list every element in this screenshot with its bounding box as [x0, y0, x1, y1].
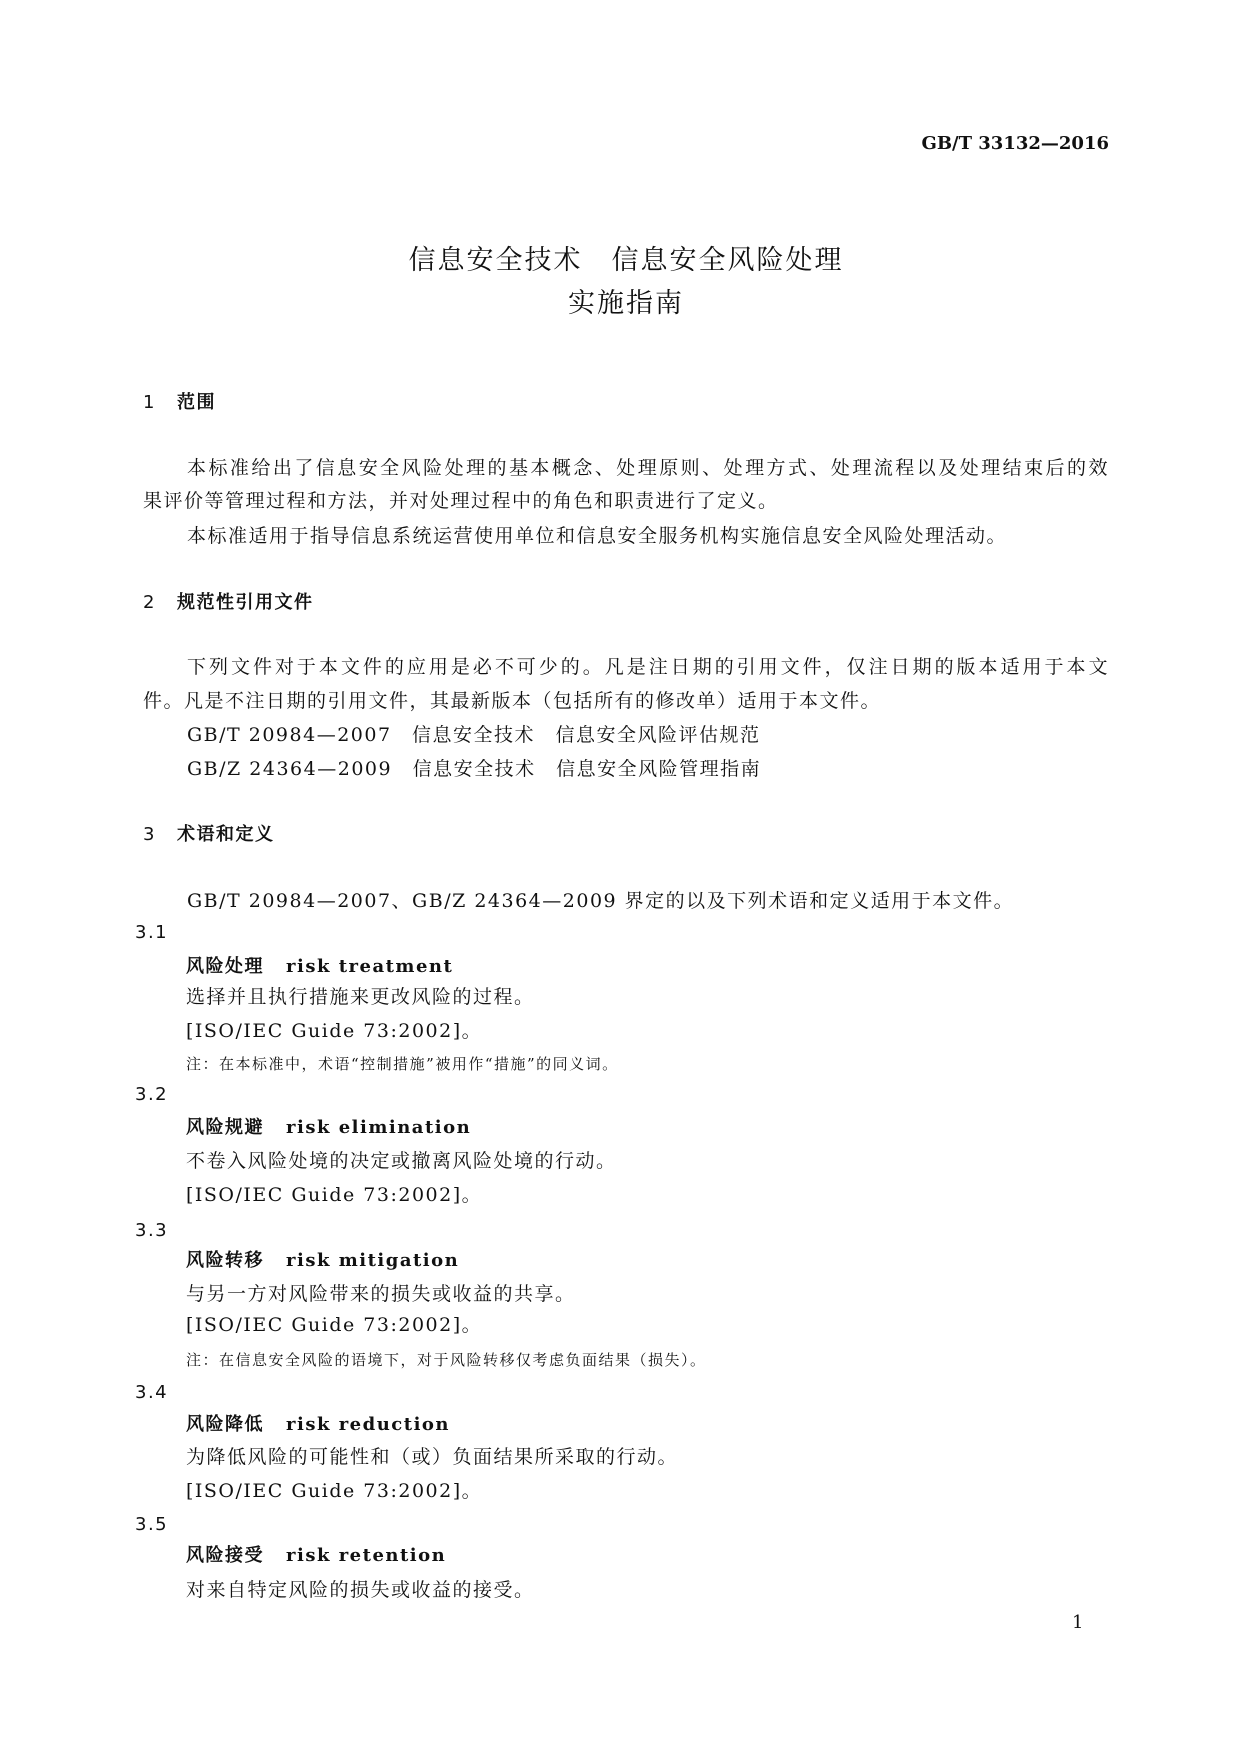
section-heading-3: 3 术语和定义 [143, 824, 275, 845]
term-number: 3.3 [135, 1220, 169, 1241]
section-heading-2: 2 规范性引用文件 [143, 592, 314, 613]
paragraph-line: GB/T 20984—2007、GB/Z 24364—2009 界定的以及下列术语和定义适用于本文件。 [187, 890, 1015, 912]
page-number: 1 [1072, 1612, 1085, 1633]
term-source: [ISO/IEC Guide 73:2002]。 [186, 1020, 483, 1042]
term-definition: 为降低风险的可能性和（或）负面结果所采取的行动。 [186, 1446, 679, 1468]
term-source: [ISO/IEC Guide 73:2002]。 [186, 1480, 483, 1502]
term-source: [ISO/IEC Guide 73:2002]。 [186, 1314, 483, 1336]
term-number: 3.4 [135, 1382, 169, 1403]
term-note: 注：在信息安全风险的语境下，对于风险转移仅考虑负面结果（损失）。 [186, 1351, 707, 1369]
reference-item: GB/Z 24364—2009 信息安全技术 信息安全风险管理指南 [187, 758, 762, 780]
term-number: 3.5 [135, 1514, 169, 1535]
term-number: 3.2 [135, 1084, 169, 1105]
term-definition: 对来自特定风险的损失或收益的接受。 [186, 1579, 535, 1601]
term-title: 风险降低 risk reduction [186, 1414, 451, 1435]
paragraph-line: 件。凡是不注日期的引用文件，其最新版本（包括所有的修改单）适用于本文件。 [143, 690, 882, 712]
term-note: 注：在本标准中，术语“控制措施”被用作“措施”的同义词。 [186, 1055, 619, 1073]
term-number: 3.1 [135, 922, 169, 943]
paragraph-line: 本标准适用于指导信息系统运营使用单位和信息安全服务机构实施信息安全风险处理活动。 [187, 525, 1008, 547]
term-title: 风险处理 risk treatment [186, 956, 454, 977]
term-definition: 与另一方对风险带来的损失或收益的共享。 [186, 1283, 576, 1305]
document-title: 信息安全技术 信息安全风险处理 [408, 245, 844, 276]
term-title: 风险转移 risk mitigation [186, 1250, 460, 1271]
document-subtitle: 实施指南 [568, 288, 684, 319]
paragraph-line: 本标准给出了信息安全风险处理的基本概念、处理原则、处理方式、处理流程以及处理结束后的效 [187, 457, 1109, 479]
term-definition: 不卷入风险处境的决定或撤离风险处境的行动。 [186, 1150, 617, 1172]
term-definition: 选择并且执行措施来更改风险的过程。 [186, 986, 535, 1008]
document-number: GB/T 33132—2016 [921, 133, 1109, 154]
term-title: 风险规避 risk elimination [186, 1117, 472, 1138]
term-title: 风险接受 risk retention [186, 1545, 447, 1566]
section-heading-1: 1 范围 [143, 392, 216, 413]
reference-item: GB/T 20984—2007 信息安全技术 信息安全风险评估规范 [187, 724, 761, 746]
paragraph-line: 果评价等管理过程和方法，并对处理过程中的角色和职责进行了定义。 [143, 490, 779, 512]
paragraph-line: 下列文件对于本文件的应用是必不可少的。凡是注日期的引用文件，仅注日期的版本适用于本文 [187, 656, 1109, 678]
term-source: [ISO/IEC Guide 73:2002]。 [186, 1184, 483, 1206]
